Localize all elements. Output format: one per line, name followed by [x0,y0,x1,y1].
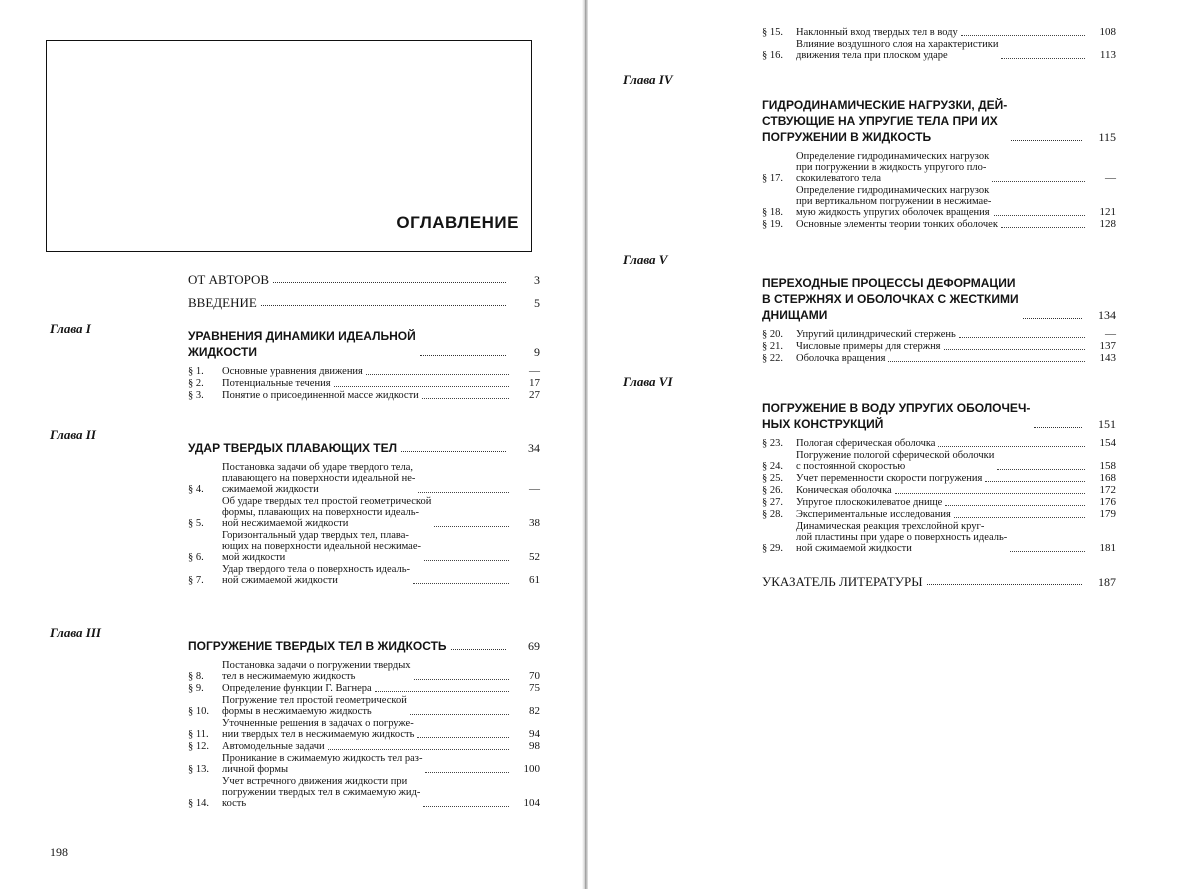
dot-leader [945,505,1085,506]
section-number: § 2. [188,378,204,389]
toc-front-authors [188,274,540,286]
section-page: 61 [529,574,540,586]
section-number: § 17. [762,173,783,184]
section-title: Пологая сферическая оболочка [796,438,936,449]
toc-front-intro-label: ВВЕДЕНИЕ [188,295,257,310]
section-number: § 8. [188,671,204,682]
section-page: 52 [529,551,540,563]
section-page: 143 [1099,352,1116,364]
dot-leader [1011,140,1082,141]
toc-section [188,753,540,775]
section-title: Понятие о присоединенной массе жидкости [222,390,419,401]
section-title: Основные элементы теории тонких оболочек [796,219,998,230]
section-number: § 12. [188,741,209,752]
toc-section [762,497,1116,508]
section-page: 176 [1099,496,1116,508]
toc-section [762,450,1116,472]
chapter-heading-6 [762,400,1116,432]
section-title: Определение функции Г. Вагнера [222,683,372,694]
section-number: § 18. [762,207,783,218]
toc-section [762,27,1116,38]
section-title: Постановка задачи об ударе твердого тела, плавающего на поверхности идеальной не- сжимаемой жидкости [222,462,416,495]
chapter-heading-3 [188,638,540,654]
toc-section [188,695,540,717]
chapter-page: 69 [528,639,540,653]
section-title: Учет встречного движения жидкости при погружении твердых тел в сжимаемую жид- кость [222,776,421,809]
section-page: — [529,365,540,377]
section-number: § 29. [762,543,783,554]
toc-bibliography-label: УКАЗАТЕЛЬ ЛИТЕРАТУРЫ [762,574,923,589]
dot-leader [888,361,1085,362]
section-title: Экспериментальные исследования [796,509,951,520]
toc-section [188,741,540,752]
dot-leader [451,649,506,650]
chapter-page: 115 [1098,130,1116,144]
toc-bibliography [762,576,1116,588]
section-number: § 4. [188,484,204,495]
dot-leader [985,481,1085,482]
dot-leader [261,305,506,306]
dot-leader [424,560,509,561]
toc-front-intro [188,297,540,309]
chapter-tag: Глава V [623,252,668,267]
toc-section [188,366,540,377]
chapter-heading-2 [188,440,540,456]
section-number: § 15. [762,27,783,38]
toc-section [188,496,540,529]
toc-section [762,341,1116,352]
dot-leader [1034,427,1082,428]
section-number: § 14. [188,798,209,809]
section-number: § 28. [762,509,783,520]
toc-section [188,718,540,740]
section-title: Удар твердого тела о поверхность идеаль- ной сжимаемой жидкости [222,564,411,586]
section-page: 100 [523,763,540,775]
chapter-heading-5 [762,275,1116,323]
section-title: Наклонный вход твердых тел в воду [796,27,958,38]
toc-bibliography-page: 187 [1098,575,1116,589]
chapter-tag: Глава I [50,321,91,336]
toc-section [762,219,1116,230]
chapter-page: 134 [1098,308,1116,322]
dot-leader [375,691,509,692]
toc-section [762,438,1116,449]
section-page: — [1105,172,1116,184]
section-title: Учет переменности скорости погружения [796,473,983,484]
dot-leader [418,492,509,493]
chapter-page: 34 [528,441,540,455]
chapter-page: 9 [534,345,540,359]
section-title: Коническая оболочка [796,485,892,496]
page-number: 198 [50,845,68,859]
toc-section [188,564,540,586]
section-number: § 22. [762,353,783,364]
dot-leader [959,337,1085,338]
toc-section [762,353,1116,364]
section-page: 82 [529,705,540,717]
section-title: Определение гидродинамических нагрузок при вертикальном погружении в несжимае- мую жидкость упругих оболочек вращения [796,185,992,218]
dot-leader [895,493,1085,494]
section-title: Числовые примеры для стержня [796,341,941,352]
section-page: 172 [1099,484,1116,496]
toc-front-authors-page: 3 [534,273,540,287]
dot-leader [1001,58,1085,59]
toc-section [762,185,1116,218]
section-page: 38 [529,517,540,529]
section-page: 137 [1099,340,1116,352]
dot-leader [417,737,509,738]
dot-leader [413,583,509,584]
section-page: 168 [1099,472,1116,484]
right-page [590,0,1200,889]
section-page: 75 [529,682,540,694]
section-page: 121 [1099,206,1116,218]
section-number: § 26. [762,485,783,496]
toc-front-authors-label: ОТ АВТОРОВ [188,272,270,287]
section-page: — [1105,328,1116,340]
dot-leader [961,35,1085,36]
toc-section [188,390,540,401]
section-page: 104 [523,797,540,809]
toc-section [762,151,1116,184]
chapter-heading-text: ГИДРОДИНАМИЧЕСКИЕ НАГРУЗКИ, ДЕЙ- СТВУЮЩИЕ НА УПРУГИЕ ТЕЛА ПРИ ИХ ПОГРУЖЕНИИ В ЖИДКОСТЬ [762,98,1008,144]
section-page: 154 [1099,437,1116,449]
chapter-heading-4 [762,97,1116,145]
section-title: Проникание в сжимаемую жидкость тел раз- личной формы [222,753,423,775]
section-page: 179 [1099,508,1116,520]
section-title: Определение гидродинамических нагрузок при погружении в жидкость упругого пло- скокилеватого тела [796,151,990,184]
chapter-heading-text: УДАР ТВЕРДЫХ ПЛАВАЮЩИХ ТЕЛ [188,441,398,455]
dot-leader [927,584,1082,585]
toc-section [762,521,1116,554]
dot-leader [334,386,509,387]
left-page [0,0,580,889]
section-page: 70 [529,670,540,682]
section-page: 158 [1099,460,1116,472]
dot-leader [422,398,509,399]
section-title: Уточненные решения в задачах о погруже- нии твердых тел в несжимаемую жидкость [222,718,415,740]
dot-leader [938,446,1085,447]
section-title: Упругое плоскокилеватое днище [796,497,943,508]
section-page: — [529,483,540,495]
section-number: § 9. [188,683,204,694]
dot-leader [414,679,509,680]
section-number: § 19. [762,219,783,230]
book-spine [582,0,588,889]
section-number: § 5. [188,518,204,529]
dot-leader [366,374,509,375]
chapter-tag: Глава VI [623,374,673,389]
section-page: 113 [1099,49,1116,61]
section-number: § 6. [188,552,204,563]
section-number: § 25. [762,473,783,484]
dot-leader [401,451,506,452]
chapter-heading-text: УРАВНЕНИЯ ДИНАМИКИ ИДЕАЛЬНОЙ ЖИДКОСТИ [188,329,416,359]
dot-leader [1001,227,1085,228]
dot-leader [992,181,1085,182]
section-number: § 11. [188,729,209,740]
section-page: 94 [529,728,540,740]
section-number: § 24. [762,461,783,472]
dot-leader [944,349,1085,350]
section-title: Автомодельные задачи [222,741,325,752]
toc-section [188,462,540,495]
section-number: § 16. [762,50,783,61]
section-number: § 10. [188,706,209,717]
section-title: Об ударе твердых тел простой геометрической формы, плавающих на поверхности идеаль- ной несжимаемой жидкости [222,496,432,529]
chapter-tag: Глава IV [623,72,673,87]
dot-leader [997,469,1085,470]
title-box [46,40,532,252]
section-title: Горизонтальный удар твердых тел, плава- ющих на поверхности идеальной несжимае- мой жидкости [222,530,421,563]
dot-leader [328,749,509,750]
dot-leader [425,772,509,773]
section-title: Постановка задачи о погружении твердых тел в несжимаемую жидкость [222,660,411,682]
chapter-tag: Глава II [50,427,96,442]
section-page: 181 [1099,542,1116,554]
section-title: Погружение пологой сферической оболочки с постоянной скоростью [796,450,995,472]
section-number: § 20. [762,329,783,340]
section-number: § 27. [762,497,783,508]
toc-section [188,776,540,809]
chapter-tag: Глава III [50,625,101,640]
section-number: § 21. [762,341,783,352]
toc-section [188,683,540,694]
section-number: § 3. [188,390,204,401]
section-number: § 7. [188,575,204,586]
section-page: 27 [529,389,540,401]
section-number: § 23. [762,438,783,449]
dot-leader [410,714,509,715]
section-page: 108 [1099,26,1116,38]
chapter-page: 151 [1098,417,1116,431]
toc-section [762,485,1116,496]
section-number: § 13. [188,764,209,775]
dot-leader [420,355,506,356]
dot-leader [994,215,1085,216]
chapter-heading-text: ПОГРУЖЕНИЕ В ВОДУ УПРУГИХ ОБОЛОЧЕЧ- НЫХ КОНСТРУКЦИЙ [762,401,1031,431]
toc-section [762,473,1116,484]
contents-title: ОГЛАВЛЕНИЕ [396,213,519,232]
section-title: Погружение тел простой геометрической формы в несжимаемую жидкость [222,695,407,717]
dot-leader [1023,318,1082,319]
toc-section [188,530,540,563]
chapter-heading-text: ПОГРУЖЕНИЕ ТВЕРДЫХ ТЕЛ В ЖИДКОСТЬ [188,639,447,653]
toc-section [762,39,1116,61]
toc-section [762,509,1116,520]
toc-front-intro-page: 5 [534,296,540,310]
section-title: Оболочка вращения [796,353,886,364]
toc-section [762,329,1116,340]
chapter-heading-1 [188,328,540,360]
section-page: 17 [529,377,540,389]
section-page: 128 [1099,218,1116,230]
toc-section [188,378,540,389]
dot-leader [423,806,509,807]
chapter-heading-text: ПЕРЕХОДНЫЕ ПРОЦЕССЫ ДЕФОРМАЦИИ В СТЕРЖНЯХ И ОБОЛОЧКАХ С ЖЕСТКИМИ ДНИЩАМИ [762,276,1019,322]
toc-section [188,660,540,682]
section-title: Потенциальные течения [222,378,331,389]
dot-leader [1010,551,1085,552]
section-title: Динамическая реакция трехслойной круг- лой пластины при ударе о поверхность идеаль- ной сжимаемой жидкости [796,521,1008,554]
section-title: Упругий цилиндрический стержень [796,329,956,340]
section-title: Основные уравнения движения [222,366,363,377]
dot-leader [434,526,509,527]
section-title: Влияние воздушного слоя на характеристики движения тела при плоском ударе [796,39,999,61]
dot-leader [273,282,506,283]
section-page: 98 [529,740,540,752]
dot-leader [954,517,1085,518]
section-number: § 1. [188,366,204,377]
